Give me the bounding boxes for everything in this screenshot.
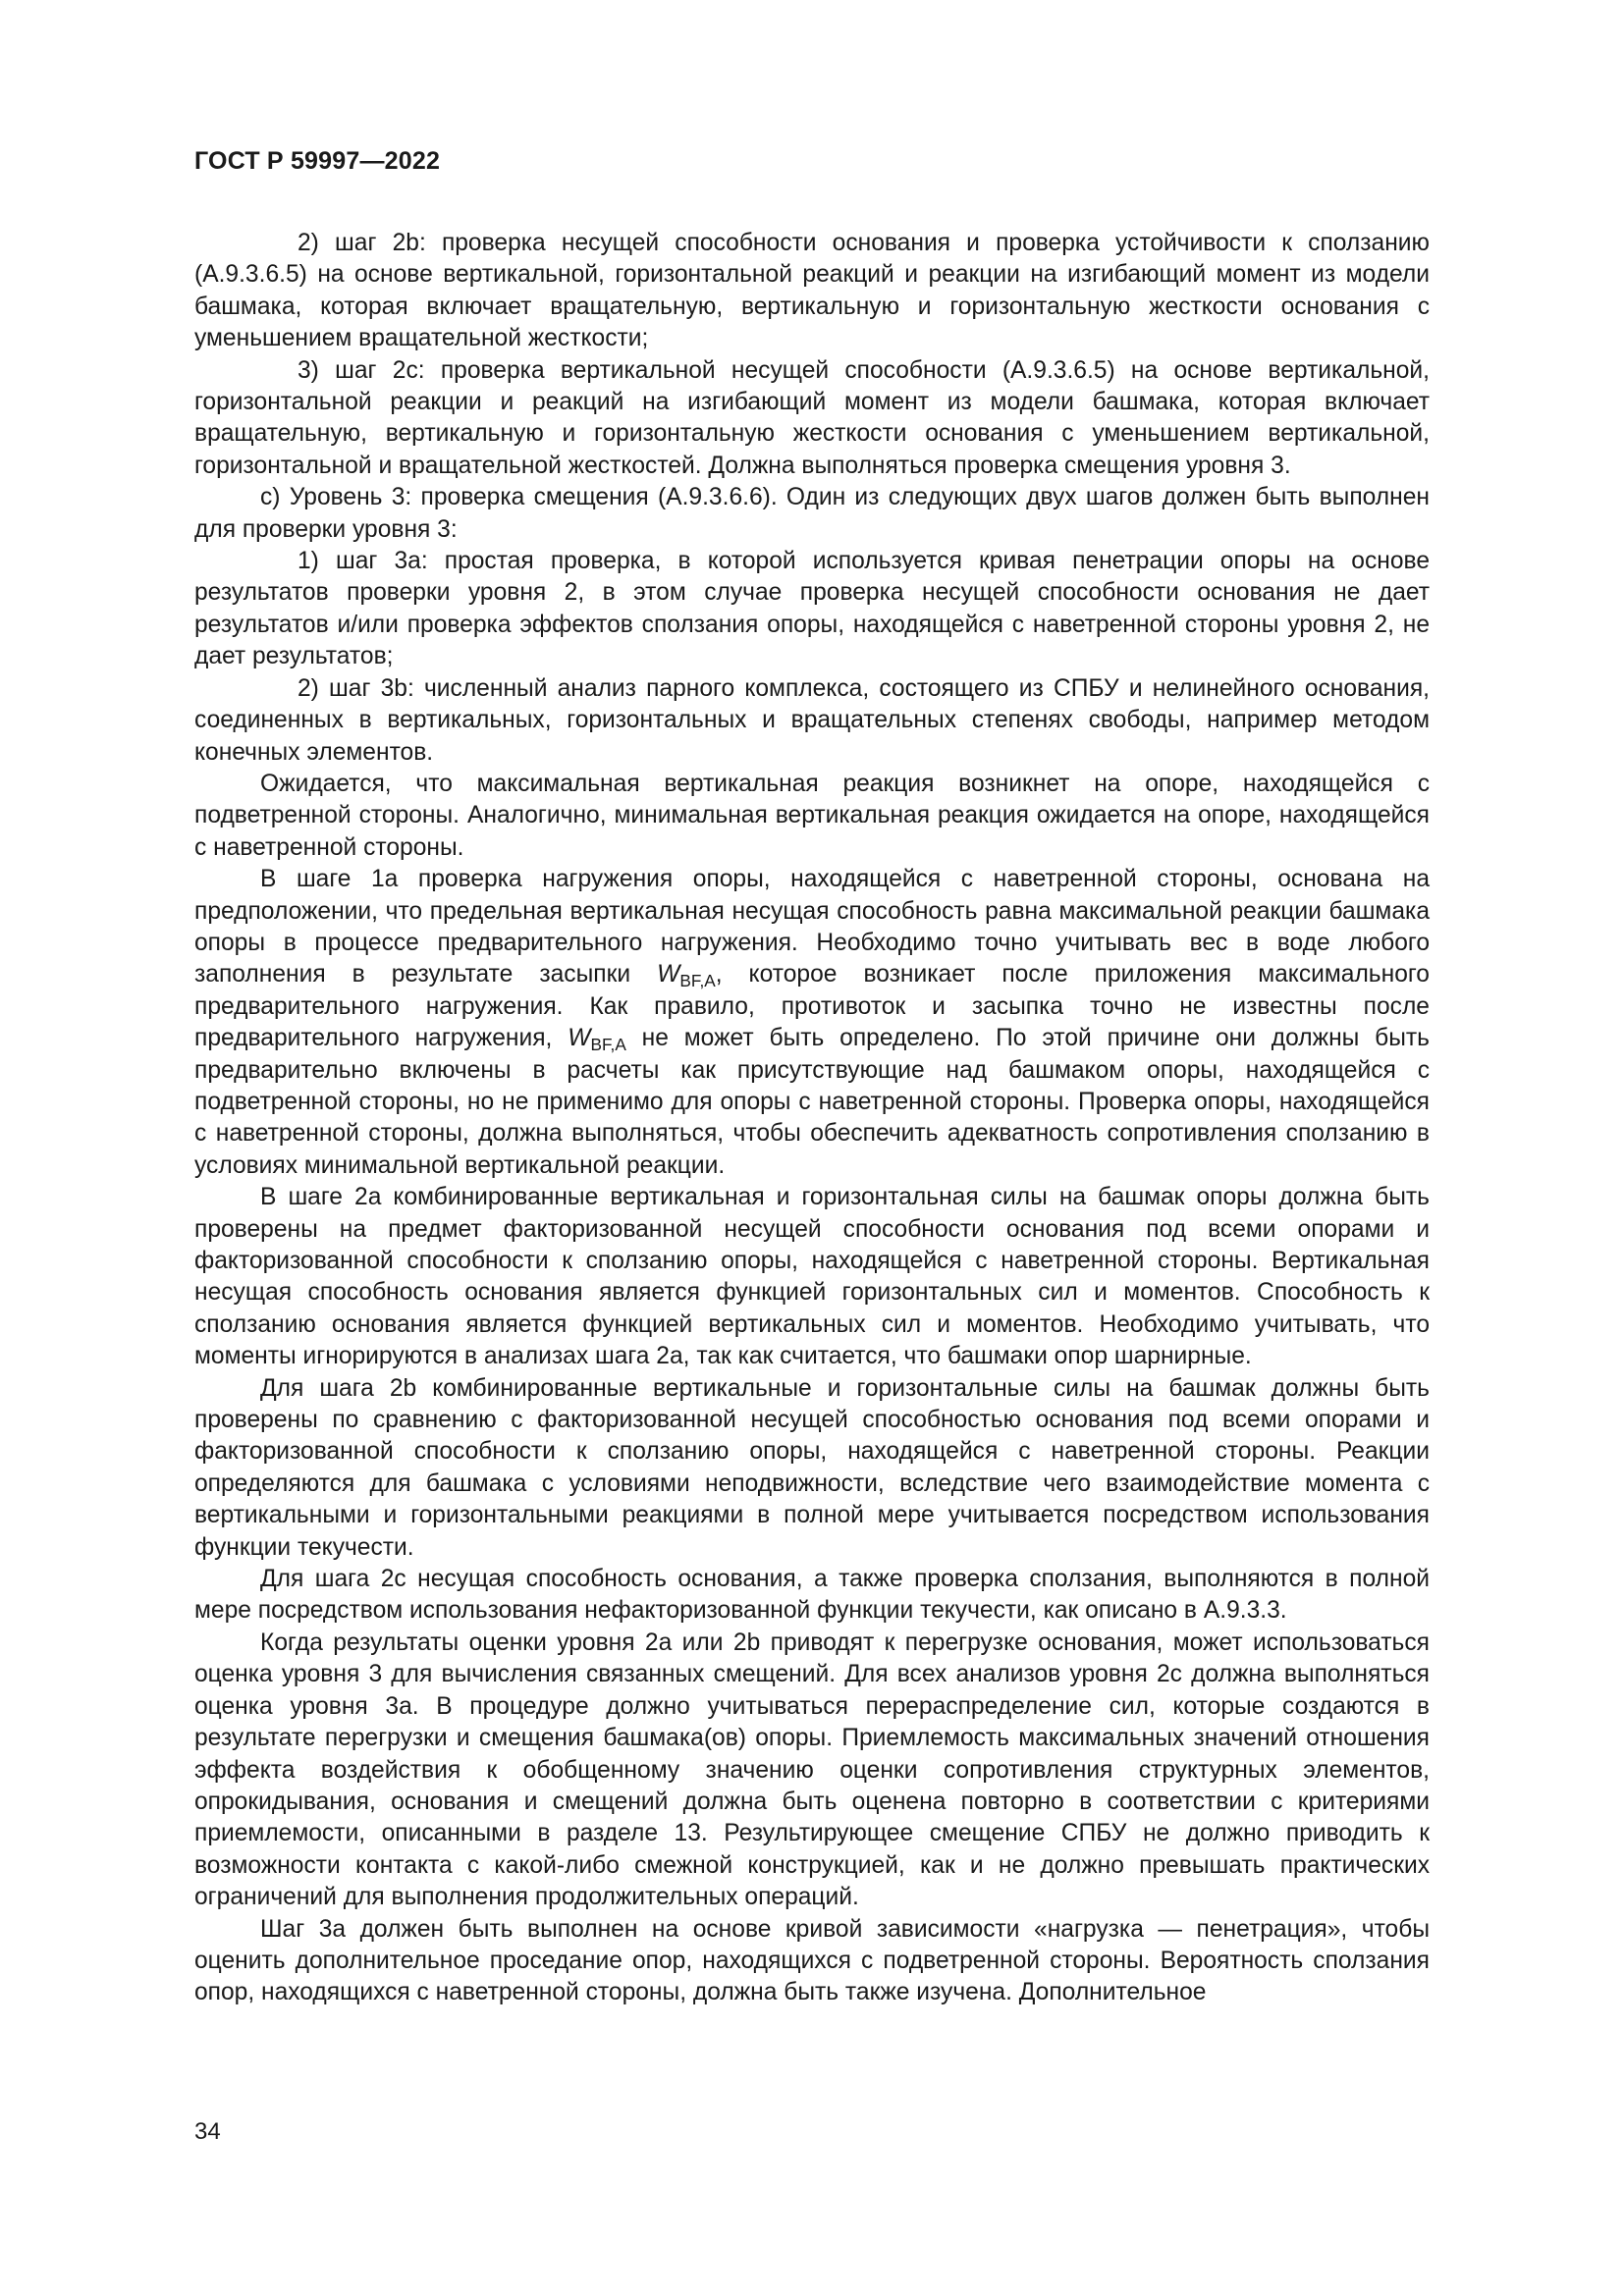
symbol-subscript: BF,A: [679, 971, 716, 991]
document-code-header: ГОСТ Р 59997—2022: [194, 147, 441, 175]
paragraph-expected-reaction: Ожидается, что максимальная вертикальная реакция возникнет на опоре, находящейся с подветренной стороны. Аналогично, минимальная вертикальная реакция ожидается на опоре, находящейся с наветренной стороны.: [194, 770, 1430, 861]
paragraph-step-3a-analysis: Шаг 3а должен быть выполнен на основе кривой зависимости «нагрузка — пенетрация», чтобы оценить дополнительное проседание опор, находящихся с подветренной стороны. Вероятность сползания опор, находящихся с наветренной стороны, должна быть также изучена. Дополнительное: [194, 1915, 1430, 2006]
symbol-main: W: [657, 961, 680, 988]
paragraph-step-3a: 1) шаг 3а: простая проверка, в которой используется кривая пенетрации опоры на основе результатов проверки уровня 2, в этом случае проверка несущей способности основания не дает результатов и/или проверка эффектов сползания опоры, находящейся с наветренной стороны уровня 2, не дает результатов;: [194, 548, 1430, 670]
symbol-main: W: [568, 1025, 591, 1052]
paragraph-step-1a-part-1: В шаге 1а проверка нагружения опоры, находящейся с наветренной стороны, основана на предположении, что предельная вертикальная несущая способность равна максимальной реакции башмака опоры в процессе предварительного нагружения. Необходимо точно учитывать вес в воде любого заполнения в результате засыпки: [194, 866, 1430, 988]
paragraph-step-1a-part-3: не может быть определено. По этой причине они должны быть предварительно включены в расчеты как присутствующие над башмаком опоры, находящейся с подветренной стороны, но не применимо для опоры с наветренной стороны. Проверка опоры, находящейся с наветренной стороны, должна выполняться, чтобы обеспечить адекватность сопротивления сползанию в условиях минимальной вертикальной реакции.: [194, 1025, 1430, 1179]
paragraph-step-2c-analysis: Для шага 2с несущая способность основания, а также проверка сползания, выполняются в полной мере посредством использования нефакторизованной функции текучести, как описано в А.9.3.3.: [194, 1566, 1430, 1625]
paragraph-step-2c: 3) шаг 2с: проверка вертикальной несущей способности (А.9.3.6.5) на основе вертикальной, горизонтальной реакции и реакций на изгибающий момент из модели башмака, которая включает вращательную, вертикальную и горизонтальную жесткости основания с уменьшением вертикальной, горизонтальной и вращательной жесткостей. Должна выполняться проверка смещения уровня 3.: [194, 356, 1430, 479]
symbol-subscript: BF,A: [590, 1035, 626, 1055]
paragraph-step-1a-part-2: , которое возникает после приложения максимального предварительного нагружения. Как правило, противоток и засыпка точно не известны после предварительного нагружения,: [194, 961, 1430, 1052]
page-number: 34: [194, 2118, 221, 2145]
paragraph-step-3b: 2) шаг 3b: численный анализ парного комплекса, состоящего из СПБУ и нелинейного основания, соединенных в вертикальных, горизонтальных и вращательных степенях свободы, например методом конечных элементов.: [194, 674, 1430, 766]
symbol-w-bfa: [657, 961, 716, 991]
paragraph-step-2b-analysis: Для шага 2b комбинированные вертикальные и горизонтальные силы на башмак должны быть проверены по сравнению с факторизованной несущей способностью основания под всеми опорами и факторизованной способности к сползанию опоры, находящейся с наветренной стороны. Реакции определяются для башмака с условиями неподвижности, вследствие чего взаимодействие момента с вертикальными и горизонтальными реакциями в полной мере учитывается посредством использования функции текучести.: [194, 1374, 1430, 1561]
paragraph-level-3: с) Уровень 3: проверка смещения (А.9.3.6.6). Один из следующих двух шагов должен быть выполнен для проверки уровня 3:: [194, 484, 1430, 543]
paragraph-step-2b: 2) шаг 2b: проверка несущей способности основания и проверка устойчивости к сползанию (A.9.3.6.5) на основе вертикальной, горизонтальной реакций и реакции на изгибающий момент из модели башмака, которая включает вращательную, вертикальную и горизонтальную жесткости основания с уменьшением вращательной жесткости;: [194, 230, 1430, 352]
symbol-w-bfa: [568, 1025, 626, 1055]
paragraph-level-3-assessment: Когда результаты оценки уровня 2а или 2b приводят к перегрузке основания, может использоваться оценка уровня 3 для вычисления связанных смещений. Для всех анализов уровня 2с должна выполняться оценка уровня 3а. В процедуре должно учитываться перераспределение сил, которые создаются в результате перегрузки и смещения башмака(ов) опоры. Приемлемость максимальных значений отношения эффекта воздействия к обобщенному значению оценки сопротивления структурных элементов, опрокидывания, основания и смещений должна быть оценена повторно в соответствии с критериями приемлемости, описанными в разделе 13. Результирующее смещение СПБУ не должно приводить к возможности контакта с какой-либо смежной конструкцией, как и не должно превышать практических ограничений для выполнения продолжительных операций.: [194, 1629, 1430, 1911]
paragraph-step-2a: В шаге 2а комбинированные вертикальная и горизонтальная силы на башмак опоры должна быть проверены на предмет факторизованной несущей способности основания под всеми опорами и факторизованной способности к сползанию опоры, находящейся с наветренной стороны. Вертикальная несущая способность основания является функцией горизонтальных сил и моментов. Способность к сползанию основания является функцией вертикальных сил и моментов. Необходимо учитывать, что моменты игнорируются в анализах шага 2а, так как считается, что башмаки опор шарнирные.: [194, 1184, 1430, 1370]
paragraph-step-1a: [194, 864, 1430, 1182]
document-body: [194, 228, 1430, 2009]
